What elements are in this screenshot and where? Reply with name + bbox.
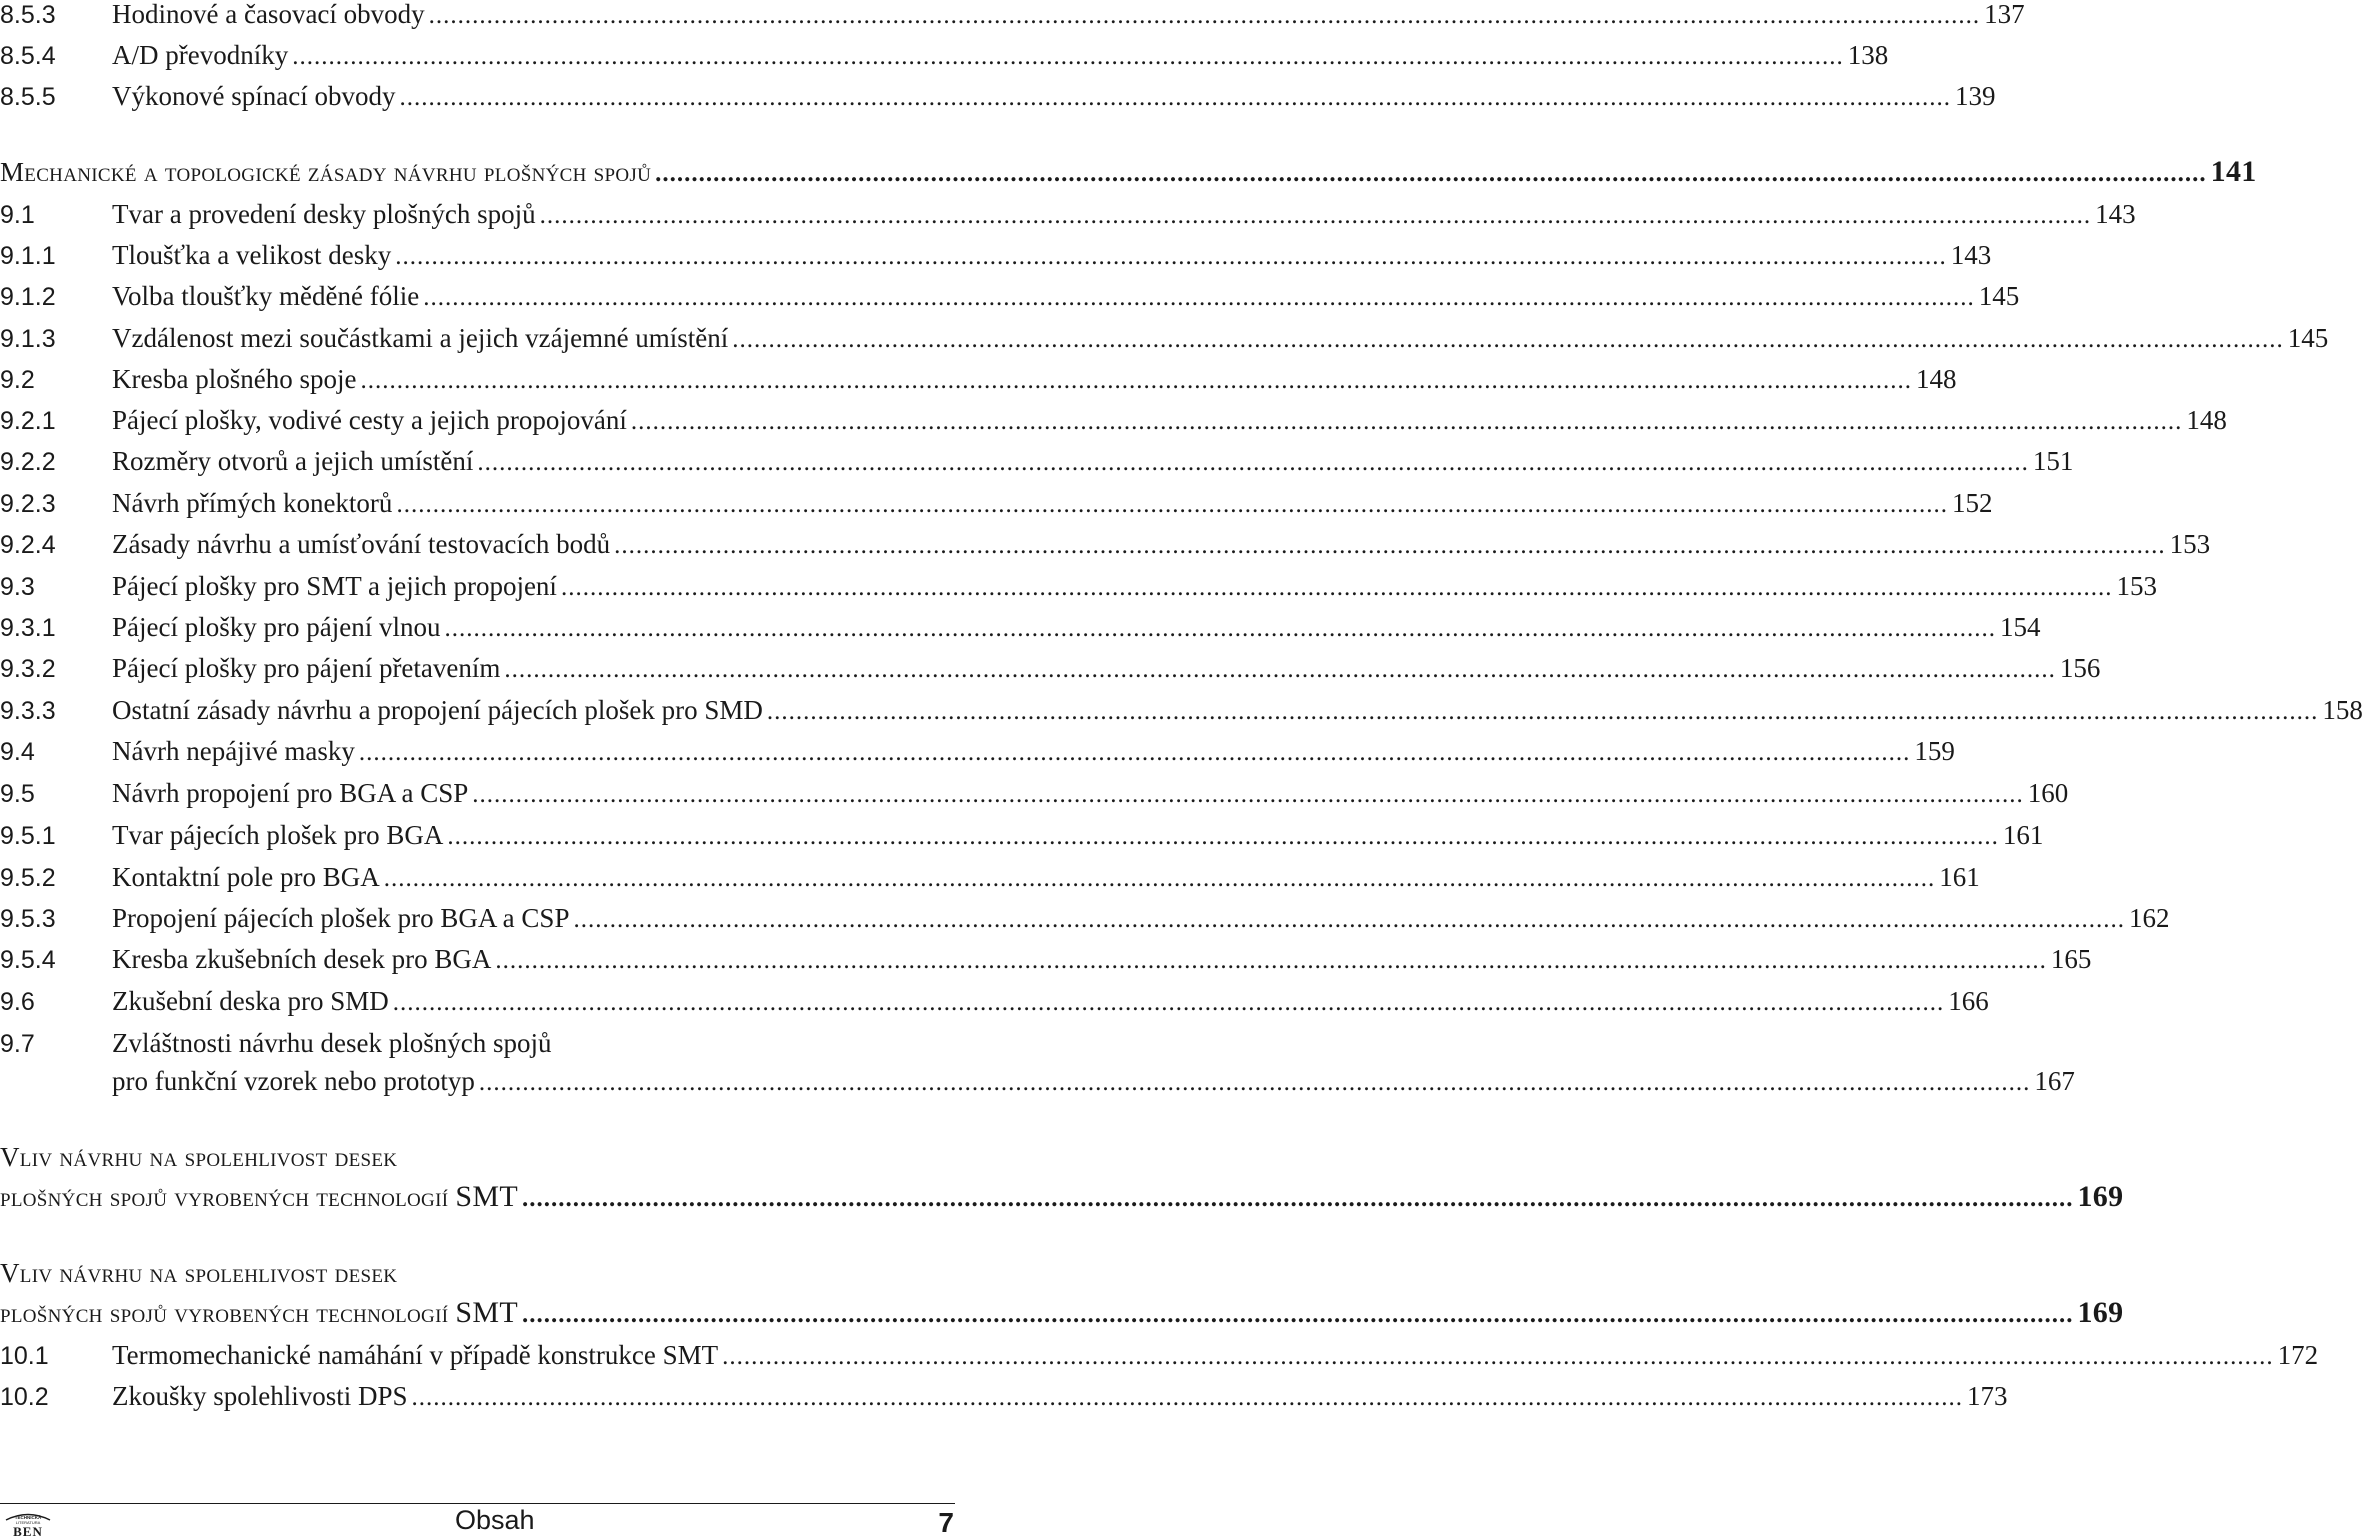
- leader-dots: [472, 774, 2024, 815]
- entry-number: 9.3.2: [0, 655, 56, 683]
- footer-divider: [0, 1503, 955, 1504]
- entry-number: 9.3.1: [0, 614, 56, 642]
- toc-entry-multiline[interactable]: [0, 1023, 955, 1064]
- entry-page: 158: [2322, 695, 2363, 725]
- chapter-title-line1: Vliv návrhu na spolehlivost desek: [0, 1142, 398, 1172]
- entry-number: 9.2.1: [0, 407, 56, 435]
- entry-title: Pájecí plošky pro SMT a jejich propojení: [112, 571, 557, 601]
- leader-dots: [631, 401, 2183, 442]
- toc-entry[interactable]: [0, 194, 2136, 235]
- entry-number: 8.5.3: [0, 1, 56, 29]
- leader-dots: [384, 858, 1936, 899]
- leader-dots: [561, 567, 2113, 608]
- chapter-page: 141: [2210, 155, 2257, 188]
- entry-page: 156: [2059, 653, 2101, 683]
- leader-dots: [412, 1377, 1964, 1418]
- leader-dots: [423, 277, 1975, 318]
- entry-number: 9.2.3: [0, 490, 56, 518]
- entry-page: 145: [2287, 323, 2329, 353]
- toc-entry[interactable]: [0, 276, 2020, 317]
- toc-entry[interactable]: [0, 648, 2101, 689]
- entry-number: 9.6: [0, 988, 35, 1016]
- entry-page: 165: [2050, 944, 2092, 974]
- entry-page: 159: [1914, 736, 1955, 766]
- toc-entry[interactable]: [0, 0, 2025, 35]
- entry-title: Hodinové a časovací obvody: [112, 0, 425, 29]
- entry-title: Návrh nepájivé masky: [112, 736, 355, 766]
- entry-title: Pájecí plošky, vodivé cesty a jejich propojování: [112, 405, 627, 435]
- entry-number: 9.2.2: [0, 448, 56, 476]
- entry-title: Zkoušky spolehlivosti DPS: [112, 1381, 408, 1411]
- chapter-page: 169: [2077, 1296, 2124, 1329]
- toc-entry[interactable]: [0, 235, 1992, 276]
- entry-number: 9.3: [0, 573, 35, 601]
- entry-page: 143: [1950, 240, 1992, 270]
- toc-entry[interactable]: [0, 318, 2329, 359]
- entry-number: 9.4: [0, 738, 35, 766]
- entry-title: Kresba zkušebních desek pro BGA: [112, 944, 492, 974]
- entry-page: 139: [1954, 81, 1996, 111]
- chapter-title-line1: Vliv návrhu na spolehlivost desek: [0, 1258, 398, 1288]
- toc-entry[interactable]: [0, 690, 2363, 731]
- toc-entry[interactable]: [0, 76, 1996, 117]
- leader-dots: [359, 732, 1911, 773]
- publisher-logo: [2, 1511, 54, 1537]
- toc-entry[interactable]: [0, 1376, 2008, 1417]
- entry-title: Ostatní zásady návrhu a propojení pájecích plošek pro SMD: [112, 695, 763, 725]
- toc-entry[interactable]: [0, 773, 2069, 814]
- leader-dots: [767, 691, 2319, 732]
- svg-text:BEN: BEN: [13, 1524, 43, 1539]
- chapter-acronym: SMT: [455, 1296, 518, 1329]
- leader-dots: [447, 816, 1999, 857]
- entry-number: 9.1.2: [0, 283, 56, 311]
- entry-page: 166: [1948, 986, 1989, 1016]
- entry-page: 151: [2032, 446, 2074, 476]
- entry-title: Pájecí plošky pro pájení vlnou: [112, 612, 441, 642]
- entry-title: Návrh propojení pro BGA a CSP: [112, 778, 469, 808]
- chapter-title: Mechanické a topologické zásady návrhu plošných spojů: [0, 157, 652, 187]
- entry-page: 148: [2186, 405, 2227, 435]
- entry-number: 9.1.3: [0, 325, 56, 353]
- leader-dots: [722, 1336, 2274, 1377]
- leader-dots: [614, 525, 2166, 566]
- entry-page: 145: [1978, 281, 2020, 311]
- chapter-acronym: SMT: [455, 1180, 518, 1213]
- leader-dots: [479, 1062, 2031, 1103]
- toc-entry[interactable]: [0, 898, 2170, 939]
- toc-entry[interactable]: [0, 483, 1993, 524]
- entry-page: 148: [1915, 364, 1957, 394]
- entry-page: 152: [1951, 488, 1993, 518]
- entry-number: 9.1: [0, 201, 35, 229]
- leader-dots: [292, 36, 1844, 77]
- entry-number: 9.5.3: [0, 905, 56, 933]
- chapter-heading-reliability-repeat-line2[interactable]: [0, 1292, 2124, 1333]
- entry-title: Termomechanické namáhání v případě konstrukce SMT: [112, 1340, 719, 1370]
- entry-number: 9.5.2: [0, 864, 56, 892]
- entry-page: 154: [1999, 612, 2041, 642]
- leader-dots: [495, 940, 2047, 981]
- entry-number: 8.5.4: [0, 42, 56, 70]
- entry-number: 9.5: [0, 780, 35, 808]
- chapter-heading-reliability-line1[interactable]: [0, 1137, 955, 1178]
- entry-page: 167: [2034, 1066, 2075, 1096]
- toc-entry[interactable]: [0, 1335, 2319, 1376]
- entry-page: 161: [2002, 820, 2044, 850]
- entry-number: 9.5.4: [0, 946, 56, 974]
- toc-entry-continuation[interactable]: [0, 1061, 2075, 1102]
- toc-entry[interactable]: [0, 441, 2074, 482]
- entry-title-line1: Zvláštnosti návrhu desek plošných spojů: [112, 1028, 552, 1058]
- chapter-title-line2: plošných spojů vyrobených technologií SMT: [0, 1180, 518, 1213]
- chapter-heading-reliability-repeat-line1[interactable]: [0, 1253, 955, 1294]
- entry-number: 9.1.1: [0, 242, 56, 270]
- leader-dots: [399, 77, 1951, 118]
- toc-entry[interactable]: [0, 524, 2211, 565]
- toc-entry[interactable]: [0, 566, 2157, 607]
- entry-page: 153: [2116, 571, 2157, 601]
- entry-page: 173: [1967, 1381, 2008, 1411]
- entry-number: 10.1: [0, 1342, 49, 1370]
- page-number: 7: [938, 1507, 954, 1538]
- entry-title: A/D převodníky: [112, 40, 289, 70]
- entry-title-line2: pro funkční vzorek nebo prototyp: [112, 1066, 475, 1096]
- entry-title: Kontaktní pole pro BGA: [112, 862, 380, 892]
- entry-number: 8.5.5: [0, 83, 56, 111]
- entry-page: 161: [1939, 862, 1980, 892]
- leader-dots: [522, 1294, 2074, 1335]
- toc-entry[interactable]: [0, 400, 2227, 441]
- entry-title: Zásady návrhu a umísťování testovacích bodů: [112, 529, 611, 559]
- toc-entry[interactable]: [0, 359, 1957, 400]
- entry-page: 160: [2027, 778, 2069, 808]
- leader-dots: [393, 982, 1945, 1023]
- leader-dots: [444, 608, 1996, 649]
- entry-title: Vzdálenost mezi součástkami a jejich vzájemné umístění: [112, 323, 729, 353]
- entry-title: Zkušební deska pro SMD: [112, 986, 389, 1016]
- entry-number: 9.3.3: [0, 697, 56, 725]
- chapter-heading-mechanical[interactable]: [0, 151, 2257, 192]
- entry-title: Tloušťka a velikost desky: [112, 240, 392, 270]
- toc-entry[interactable]: [0, 731, 1955, 772]
- leader-dots: [522, 1178, 2074, 1219]
- toc-entry[interactable]: [0, 857, 1980, 898]
- section-label: Obsah: [455, 1505, 535, 1535]
- entry-title: Volba tloušťky měděné fólie: [112, 281, 420, 311]
- entry-number: 9.2.4: [0, 531, 56, 559]
- leader-dots: [477, 442, 2029, 483]
- chapter-title-line2: plošných spojů vyrobených technologií SMT: [0, 1296, 518, 1329]
- entry-title: Tvar a provedení desky plošných spojů: [112, 199, 536, 229]
- leader-dots: [655, 153, 2207, 194]
- leader-dots: [573, 899, 2125, 940]
- leader-dots: [504, 649, 2056, 690]
- toc-entry[interactable]: [0, 815, 2044, 856]
- toc-entry[interactable]: [0, 35, 1889, 76]
- svg-text:LITERATURA: LITERATURA: [15, 1520, 41, 1525]
- leader-dots: [395, 236, 1947, 277]
- entry-page: 137: [1984, 0, 2025, 29]
- entry-title: Rozměry otvorů a jejich umístění: [112, 446, 474, 476]
- entry-title: Tvar pájecích plošek pro BGA: [112, 820, 444, 850]
- toc-entry[interactable]: [0, 607, 2041, 648]
- toc-entry[interactable]: [0, 939, 2092, 980]
- entry-title: Výkonové spínací obvody: [112, 81, 396, 111]
- entry-title: Pájecí plošky pro pájení přetavením: [112, 653, 501, 683]
- leader-dots: [540, 195, 2092, 236]
- chapter-heading-reliability-line2[interactable]: [0, 1176, 2124, 1217]
- leader-dots: [396, 484, 1948, 525]
- chapter-page: 169: [2077, 1180, 2124, 1213]
- entry-number: 10.2: [0, 1383, 49, 1411]
- entry-title: Kresba plošného spoje: [112, 364, 357, 394]
- entry-page: 143: [2095, 199, 2136, 229]
- leader-dots: [732, 319, 2284, 360]
- toc-entry[interactable]: [0, 981, 1989, 1022]
- entry-page: 172: [2277, 1340, 2319, 1370]
- entry-page: 162: [2128, 903, 2170, 933]
- entry-page: 153: [2169, 529, 2211, 559]
- entry-number: 9.2: [0, 366, 35, 394]
- leader-dots: [429, 0, 1981, 36]
- leader-dots: [360, 360, 1912, 401]
- svg-text:TECHNICKÁ: TECHNICKÁ: [14, 1515, 42, 1520]
- entry-number: 9.7: [0, 1030, 35, 1058]
- entry-number: 9.5.1: [0, 822, 56, 850]
- entry-title: Propojení pájecích plošek pro BGA a CSP: [112, 903, 570, 933]
- entry-page: 138: [1847, 40, 1889, 70]
- entry-title: Návrh přímých konektorů: [112, 488, 393, 518]
